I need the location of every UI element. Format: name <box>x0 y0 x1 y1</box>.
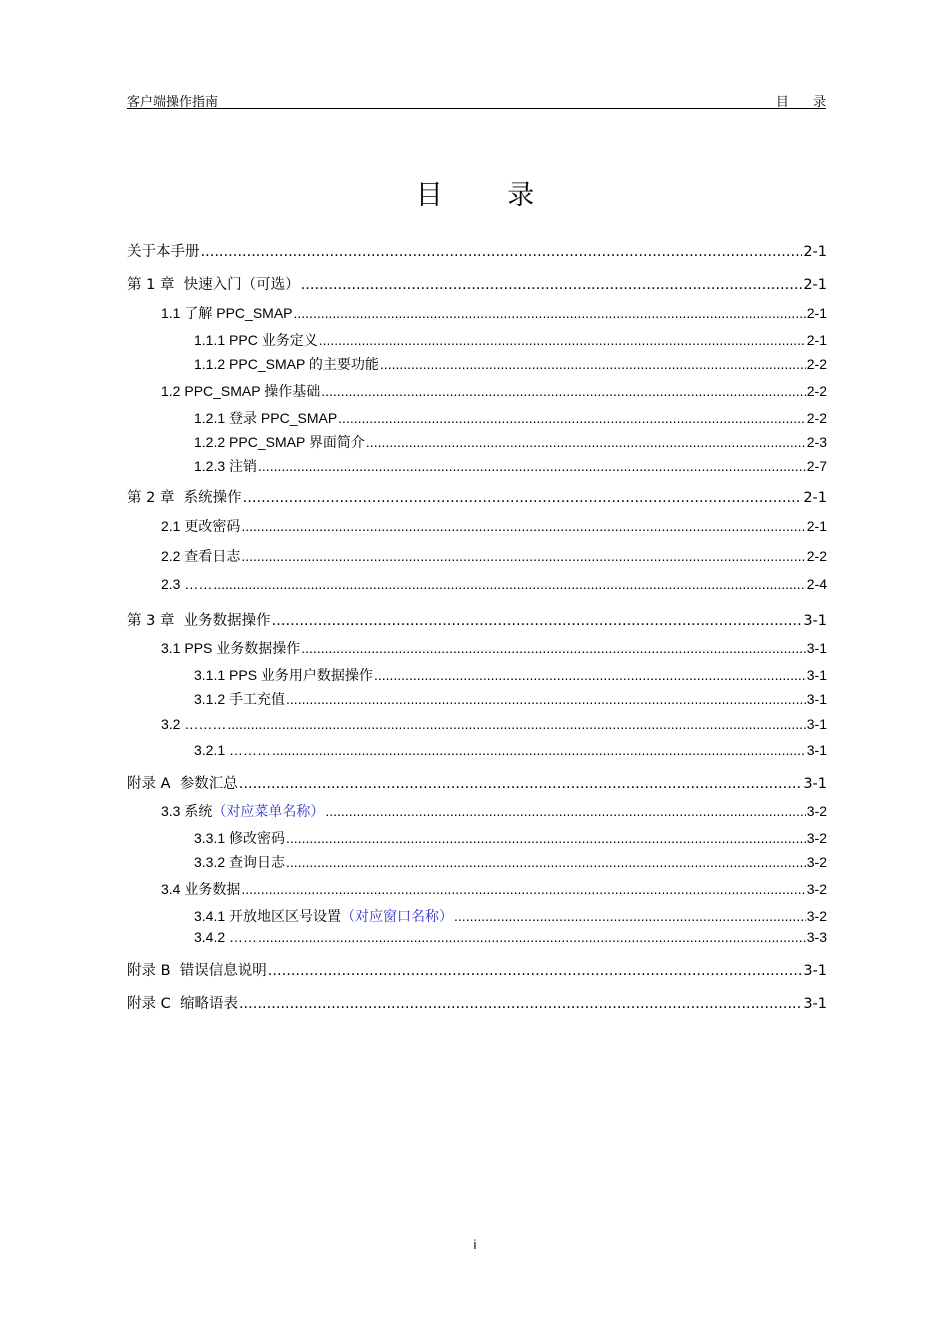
toc-entry-number: 3.3.1 <box>194 830 226 846</box>
toc-entry-number: 1.2.2 <box>194 434 226 450</box>
toc-entry-text: 业务数据 <box>184 881 241 897</box>
toc-entry-label <box>127 992 238 1013</box>
toc-entry-text: 参数汇总 <box>179 776 238 792</box>
toc-entry-text: 系统 <box>184 803 213 819</box>
toc-entry-page: 3-1 <box>806 742 827 758</box>
toc-entry-text: 查询日志 <box>229 854 286 870</box>
toc-entry[interactable] <box>194 828 827 848</box>
toc-entry-page: 3-1 <box>803 776 827 792</box>
toc-entry-page: 3-3 <box>806 929 827 945</box>
toc-entry[interactable] <box>161 801 827 821</box>
toc-entry[interactable] <box>161 516 827 536</box>
toc-entry-label <box>127 273 300 294</box>
toc-leader-dots <box>321 383 806 399</box>
toc-entry-number: 2.3 <box>161 576 181 592</box>
toc-entry-text: 注销 <box>229 458 258 474</box>
toc-entry-page: 2-1 <box>803 277 827 293</box>
toc-entry-number: 3.1 <box>161 640 181 656</box>
toc-entry-text: 系统操作 <box>183 490 242 506</box>
toc-entry-label <box>127 959 267 980</box>
toc-entry[interactable] <box>127 609 827 629</box>
toc-entry-page: 3-1 <box>806 716 827 732</box>
toc-leader-dots <box>272 613 803 629</box>
toc-entry-text: 业务数据操作 <box>183 613 271 629</box>
toc-entry[interactable] <box>127 486 827 506</box>
toc-entry-text: 缩略语表 <box>179 996 238 1012</box>
toc-entry-page: 3-1 <box>806 691 827 707</box>
toc-entry-page: 3-2 <box>806 881 827 897</box>
toc-entry-number: 第 1 章 <box>127 277 175 293</box>
toc-entry[interactable] <box>161 303 827 323</box>
toc-entry-page: 2-2 <box>806 410 827 426</box>
toc-leader-dots <box>374 667 806 683</box>
toc-entry-number: 3.1.1 <box>194 667 226 683</box>
toc-entry-number: 3.3.2 <box>194 854 226 870</box>
toc-entry-label <box>127 609 271 630</box>
toc-entry-label <box>194 354 379 374</box>
toc-entry-page: 2-3 <box>806 434 827 450</box>
toc-leader-dots <box>272 742 806 758</box>
toc-entry-text: 手工充值 <box>229 691 286 707</box>
toc-entry-label <box>194 906 453 926</box>
toc-entry-page: 3-2 <box>806 908 827 924</box>
toc-entry-page: 3-1 <box>803 996 827 1012</box>
toc-entry[interactable] <box>161 879 827 899</box>
toc-entry-number: 第 3 章 <box>127 613 175 629</box>
toc-entry-page: 2-1 <box>803 244 827 260</box>
toc-entry-label <box>194 828 285 848</box>
toc-entry-label <box>194 330 318 350</box>
toc-leader-dots <box>301 277 803 293</box>
toc-entry-text: 关于本手册 <box>127 244 200 260</box>
toc-entry-page: 3-1 <box>806 667 827 683</box>
toc-leader-dots <box>268 963 803 979</box>
toc-entry-text: PPC_SMAP 的主要功能 <box>229 356 379 372</box>
toc-entry-number: 1.1.1 <box>194 332 226 348</box>
toc-leader-dots <box>258 929 806 945</box>
toc-leader-dots <box>258 458 806 474</box>
toc-entry-label <box>194 929 257 945</box>
toc-entry[interactable] <box>127 959 827 979</box>
toc-entry[interactable] <box>194 456 827 476</box>
toc-entry-number: 附录 B <box>127 963 171 979</box>
toc-leader-dots <box>241 881 805 897</box>
toc-entry-text: 登录 PPC_SMAP <box>229 410 338 426</box>
toc-entry-number: 1.1.2 <box>194 356 226 372</box>
toc-leader-dots <box>239 776 803 792</box>
toc-leader-dots <box>201 244 803 260</box>
toc-entry-label <box>194 456 257 476</box>
toc-entry-text: 更改密码 <box>184 518 241 534</box>
toc-entry[interactable] <box>161 716 827 736</box>
toc-entry-label <box>194 665 373 685</box>
toc-entry-text: 错误信息说明 <box>179 963 267 979</box>
toc-entry[interactable] <box>161 638 827 658</box>
toc-leader-dots <box>319 332 806 348</box>
toc-entry-label <box>161 381 320 401</box>
page-header <box>127 91 836 110</box>
toc-entry-page: 2-4 <box>806 576 827 592</box>
toc-entry-text: PPS 业务数据操作 <box>184 640 301 656</box>
toc-entry-page: 3-2 <box>806 854 827 870</box>
toc-entry[interactable] <box>194 354 827 374</box>
toc-leader-dots <box>325 803 805 819</box>
toc-entry-text: ……… <box>229 742 272 758</box>
toc-leader-dots <box>241 518 805 534</box>
toc-entry-page: 3-1 <box>803 963 827 979</box>
toc-leader-dots <box>243 490 803 506</box>
toc-entry-number: 3.2.1 <box>194 742 226 758</box>
toc-entry-number: 1.2 <box>161 383 181 399</box>
toc-entry-number: 3.1.2 <box>194 691 226 707</box>
toc-entry-text: 查看日志 <box>184 548 241 564</box>
toc-entry[interactable] <box>161 546 827 566</box>
toc-entry-page: 3-2 <box>806 830 827 846</box>
header-document-title: 客户端操作指南 <box>127 95 219 110</box>
toc-entry-page: 3-1 <box>806 640 827 656</box>
toc-entry-label <box>194 408 337 428</box>
toc-entry-page: 2-2 <box>806 548 827 564</box>
toc-entry-text: PPC 业务定义 <box>229 332 318 348</box>
toc-leader-dots <box>380 356 806 372</box>
toc-leader-dots <box>241 548 805 564</box>
toc-entry-page: 2-2 <box>806 356 827 372</box>
toc-entry-label <box>161 801 324 821</box>
toc-entry-label <box>127 486 242 507</box>
toc-entry[interactable] <box>194 665 827 685</box>
toc-entry[interactable] <box>127 772 827 792</box>
toc-leader-dots <box>294 305 806 321</box>
toc-entry-placeholder-note: （对应菜单名称） <box>212 803 325 819</box>
toc-entry-number: 1.1 <box>161 305 181 321</box>
toc-entry[interactable] <box>194 689 827 709</box>
toc-entry-label <box>127 772 238 793</box>
toc-entry-label <box>161 879 240 899</box>
toc-entry[interactable] <box>194 330 827 350</box>
toc-entry[interactable] <box>161 381 827 401</box>
toc-entry-number: 2.2 <box>161 548 181 564</box>
toc-entry[interactable] <box>127 273 827 293</box>
toc-entry[interactable] <box>161 576 827 596</box>
toc-entry[interactable] <box>127 992 827 1012</box>
toc-entry-placeholder-note: （对应窗口名称） <box>341 908 454 924</box>
toc-entry-text: 了解 PPC_SMAP <box>184 305 293 321</box>
toc-entry-label <box>194 852 285 872</box>
toc-entry-text: 修改密码 <box>229 830 286 846</box>
header-section-title: 目 录 <box>775 95 836 110</box>
toc-entry-label <box>161 576 212 592</box>
toc-leader-dots <box>454 908 806 924</box>
toc-entry-number: 2.1 <box>161 518 181 534</box>
toc-entry-text: ……… <box>184 716 227 732</box>
toc-entry-number: 附录 A <box>127 776 171 792</box>
toc-entry[interactable] <box>127 240 827 260</box>
toc-entry-page: 3-2 <box>806 803 827 819</box>
toc-entry-number: 3.4 <box>161 881 181 897</box>
toc-entry-page: 2-1 <box>806 332 827 348</box>
toc-entry-label <box>161 716 226 732</box>
toc-entry[interactable] <box>194 408 827 428</box>
toc-entry-text: 快速入门（可选） <box>183 277 300 293</box>
toc-leader-dots <box>239 996 802 1012</box>
toc-entry-text: PPS 业务用户数据操作 <box>229 667 373 683</box>
toc-entry-number: 第 2 章 <box>127 490 175 506</box>
footer-page-number: i <box>473 1237 477 1252</box>
toc-entry[interactable] <box>194 742 827 762</box>
toc-entry-text: …… <box>184 576 213 592</box>
toc-entry[interactable] <box>194 852 827 872</box>
toc-entry-label <box>194 742 271 758</box>
toc-leader-dots <box>338 410 806 426</box>
toc-leader-dots <box>366 434 806 450</box>
toc-entry[interactable] <box>194 432 827 452</box>
toc-entry-page: 2-1 <box>806 305 827 321</box>
toc-entry-page: 2-7 <box>806 458 827 474</box>
toc-entry-text: …… <box>229 929 258 945</box>
toc-entry-label <box>161 546 240 566</box>
toc-entry-text: 开放地区区号设置 <box>229 908 342 924</box>
toc-entry-number: 1.2.3 <box>194 458 226 474</box>
toc-entry-label <box>161 638 300 658</box>
toc-entry-number: 3.4.2 <box>194 929 226 945</box>
toc-leader-dots <box>286 691 806 707</box>
toc-entry[interactable] <box>194 906 827 926</box>
toc-entry-label <box>194 689 285 709</box>
toc-entry-number: 3.4.1 <box>194 908 226 924</box>
toc-entry-number: 附录 C <box>127 996 171 1012</box>
toc-entry-number: 3.3 <box>161 803 181 819</box>
toc-entry-number: 1.2.1 <box>194 410 226 426</box>
page-title: 目 录 <box>415 180 563 211</box>
toc-leader-dots <box>286 830 806 846</box>
toc-leader-dots <box>301 640 806 656</box>
toc-leader-dots <box>213 576 805 592</box>
toc-entry-page: 3-1 <box>803 613 827 629</box>
toc-entry-label <box>194 432 365 452</box>
toc-leader-dots <box>227 716 805 732</box>
toc-entry-number: 3.2 <box>161 716 181 732</box>
toc-entry-page: 2-2 <box>806 383 827 399</box>
toc-entry-page: 2-1 <box>806 518 827 534</box>
toc-entry-label <box>161 516 240 536</box>
toc-entry[interactable] <box>194 929 827 949</box>
toc-entry-text: PPC_SMAP 操作基础 <box>184 383 321 399</box>
toc-entry-text: PPC_SMAP 界面简介 <box>229 434 365 450</box>
toc-leader-dots <box>286 854 806 870</box>
toc-entry-label <box>161 303 293 323</box>
toc-entry-label <box>127 240 200 261</box>
toc-entry-page: 2-1 <box>803 490 827 506</box>
